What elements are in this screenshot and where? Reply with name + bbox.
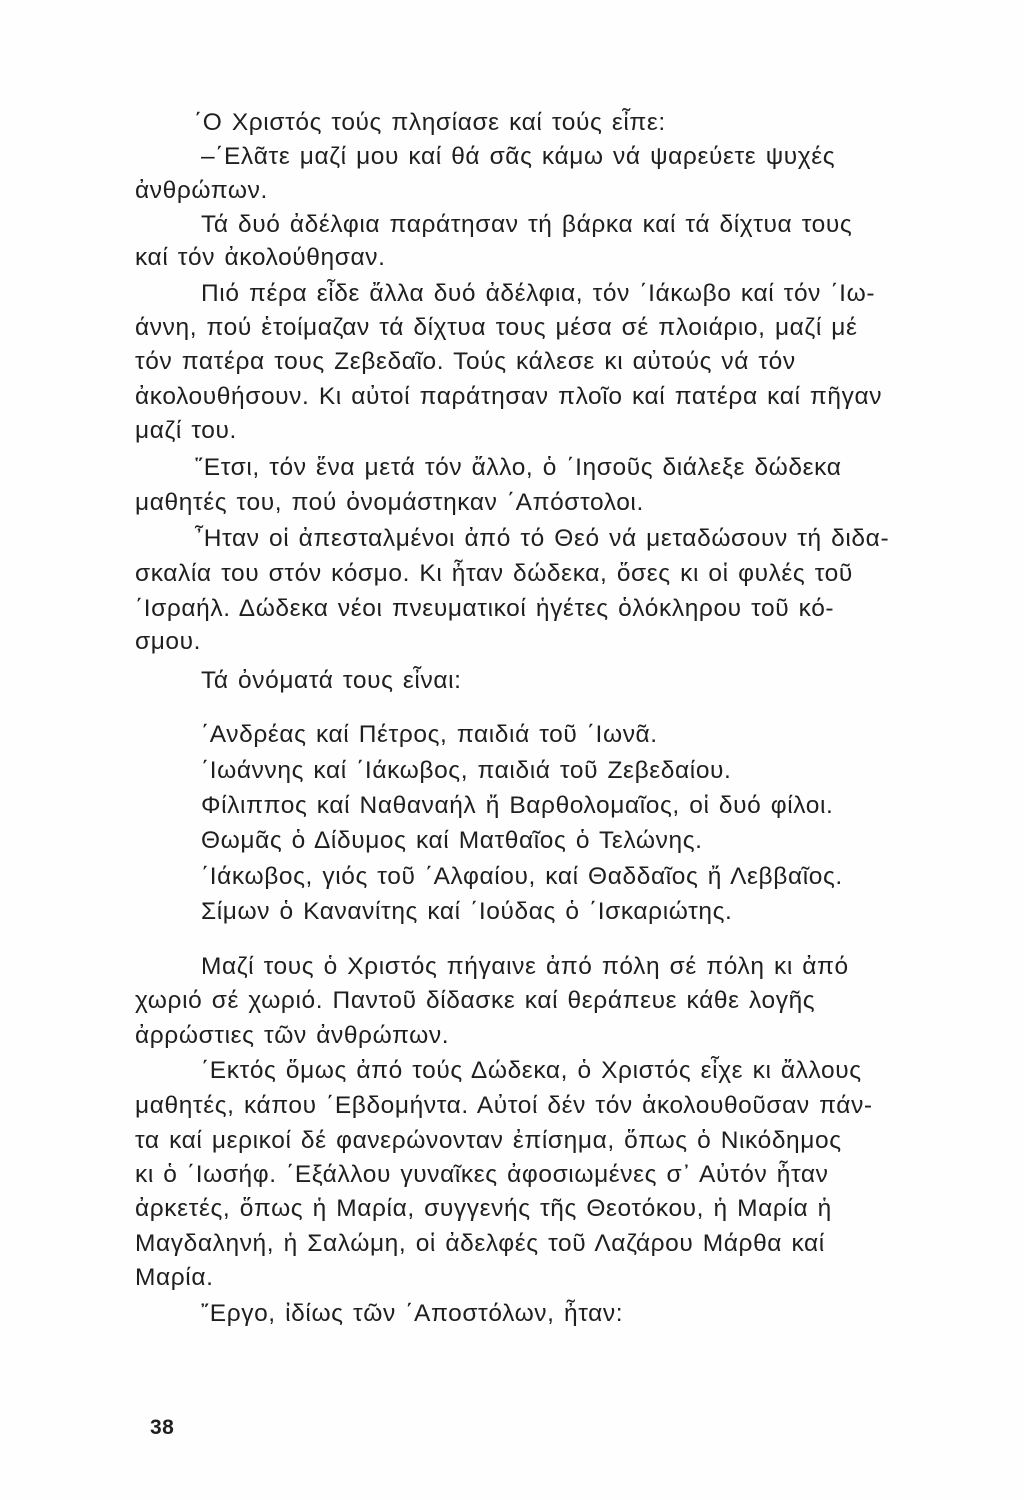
text-line: άννη, πού ἑτοίμαζαν τά δίχτυα τους μέσα σέ πλοιάριο, μαζί μέ: [135, 314, 858, 341]
text-line: ΄Ισραήλ. Δώδεκα νέοι πνευματικοί ἡγέτες ὁλόκληρου τοῦ κό-: [135, 595, 835, 622]
page-number: 38: [150, 1416, 175, 1439]
text-line: σμου.: [135, 628, 202, 655]
text-line: ἀρκετές, ὅπως ἡ Μαρία, συγγενής τῆς Θεοτόκου, ἡ Μαρία ἡ: [135, 1195, 832, 1222]
text-line: Σίμων ὁ Κανανίτης καί ΄Ιούδας ὁ ΄Ισκαριώτης.: [201, 898, 733, 925]
text-line: ΄Ιάκωβος, γιός τοῦ ΄Αλφαίου, καί Θαδδαῖος ἤ Λεββαῖος.: [201, 863, 843, 890]
text-line: τα καί μερικοί δέ φανερώνονταν ἐπίσημα, ὅπως ὁ Νικόδημος: [135, 1127, 842, 1154]
text-line: ΄Ο Χριστός τούς πλησίασε καί τούς εἶπε:: [194, 109, 666, 136]
text-line: Φίλιππος καί Ναθαναήλ ἤ Βαρθολομαῖος, οἱ δυό φίλοι.: [201, 792, 834, 819]
text-line: Μαζί τους ὁ Χριστός πήγαινε ἀπό πόλη σέ πόλη κι ἀπό: [201, 953, 849, 980]
text-line: ῎Εργο, ἰδίως τῶν ΄Αποστόλων, ἦταν:: [201, 1300, 624, 1327]
text-line: ἀρρώστιες τῶν ἀνθρώπων.: [135, 1022, 450, 1049]
text-line: ΄Εκτός ὅμως ἀπό τούς Δώδεκα, ὁ Χριστός εἶχε κι ἄλλους: [201, 1057, 862, 1084]
text-line: ΄Ανδρέας καί Πέτρος, παιδιά τοῦ ΄Ιωνᾶ.: [201, 721, 658, 748]
text-line: ῞Ετσι, τόν ἕνα μετά τόν ἄλλο, ὁ ΄Ιησοῦς διάλεξε δώδεκα: [195, 454, 842, 481]
text-line: χωριό σέ χωριό. Παντοῦ δίδασκε καί θεράπευε κάθε λογῆς: [135, 987, 816, 1014]
text-line: σκαλία του στόν κόσμο. Κι ἦταν δώδεκα, ὅσες κι οἱ φυλές τοῦ: [135, 560, 853, 587]
text-line: καί τόν ἀκολούθησαν.: [135, 244, 386, 271]
text-line: Τά ὀνόματά τους εἶναι:: [201, 667, 462, 694]
text-line: κι ὁ ΄Ιωσήφ. ΄Εξάλλου γυναῖκες ἀφοσιωμένες σ᾽ Αὐτόν ἦταν: [135, 1161, 829, 1188]
text-line: μαθητές, κάπου ΄Εβδομήντα. Αὐτοί δέν τόν ἀκολουθοῦσαν πάν-: [135, 1092, 873, 1119]
text-line: Μαρία.: [135, 1264, 214, 1291]
text-line: ἀνθρώπων.: [135, 177, 268, 204]
text-line: Μαγδαληνή, ἡ Σαλώμη, οἱ ἀδελφές τοῦ Λαζάρου Μάρθα καί: [135, 1230, 825, 1257]
text-line: Τά δυό ἀδέλφια παράτησαν τή βάρκα καί τά δίχτυα τους: [201, 211, 853, 238]
text-line: ἀκολουθήσουν. Κι αὐτοί παράτησαν πλοῖο καί πατέρα καί πῆγαν: [135, 383, 883, 410]
text-line: ΄Ιωάννης καί ΄Ιάκωβος, παιδιά τοῦ Ζεβεδαίου.: [201, 757, 732, 784]
text-line: ῏Ηταν οἱ ἀπεσταλμένοι ἀπό τό Θεό νά μεταδώσουν τή διδα-: [195, 525, 890, 552]
text-line: μαθητές του, πού ὀνομάστηκαν ΄Απόστολοι.: [135, 489, 644, 516]
text-line: μαζί του.: [135, 417, 237, 444]
text-line: τόν πατέρα τους Ζεβεδαῖο. Τούς κάλεσε κι αὐτούς νά τόν: [135, 348, 796, 375]
text-line: Πιό πέρα εἶδε ἄλλα δυό ἀδέλφια, τόν ΄Ιάκωβο καί τόν ΄Ιω-: [201, 280, 876, 307]
text-line: –΄Ελᾶτε μαζί μου καί θά σᾶς κάμω νά ψαρεύετε ψυχές: [201, 143, 836, 170]
text-line: Θωμᾶς ὁ Δίδυμος καί Ματθαῖος ὁ Τελώνης.: [201, 827, 703, 854]
